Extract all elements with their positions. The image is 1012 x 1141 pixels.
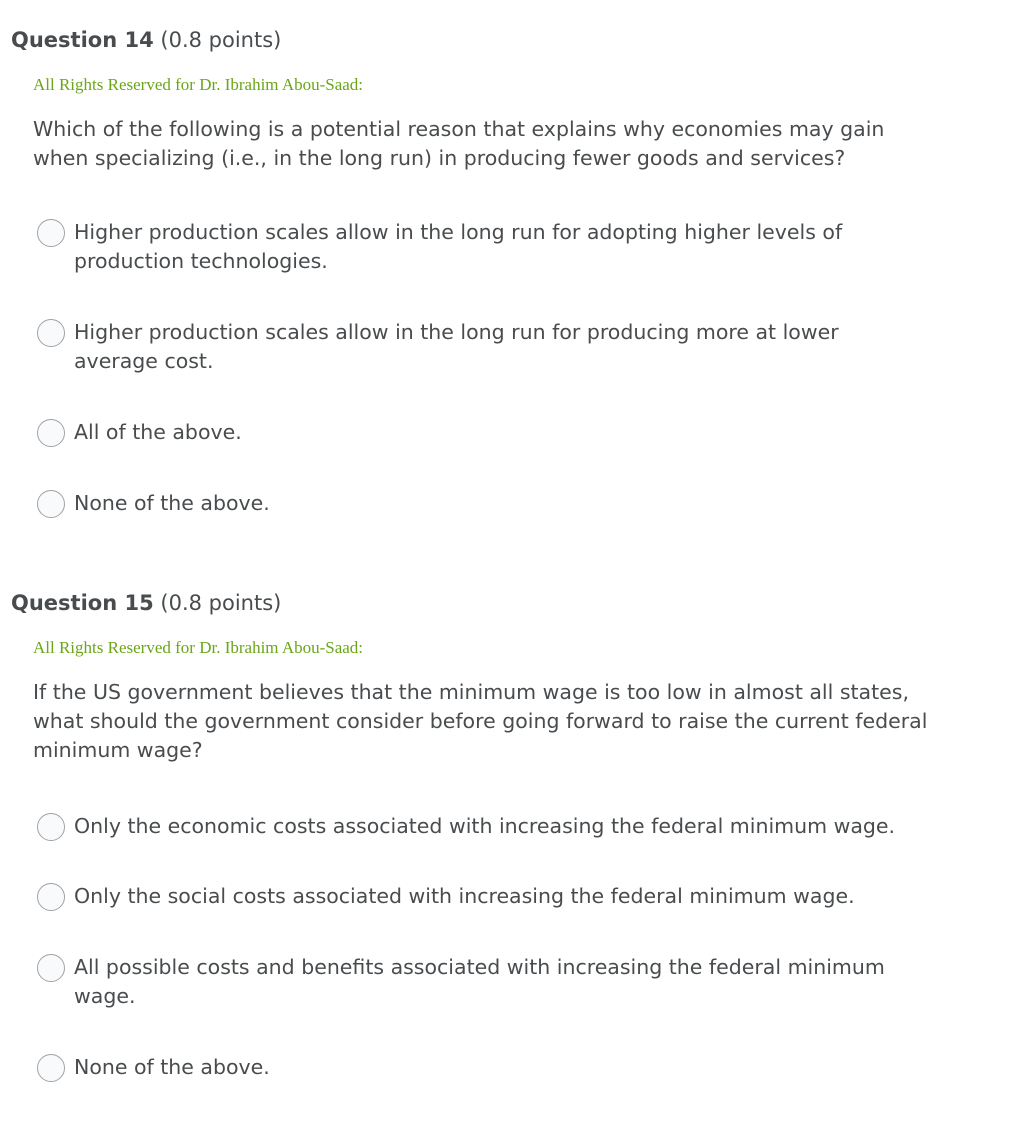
question-title: Question 14 [11, 28, 154, 52]
answer-option-label: None of the above. [74, 1055, 270, 1079]
radio-button[interactable] [37, 490, 65, 518]
radio-button[interactable] [37, 219, 65, 247]
radio-button[interactable] [37, 883, 65, 911]
question-header [11, 590, 281, 616]
question-header [11, 27, 281, 53]
rights-notice: All Rights Reserved for Dr. Ibrahim Abou-Saad: [33, 638, 364, 657]
radio-button[interactable] [37, 419, 65, 447]
radio-button[interactable] [37, 954, 65, 982]
question-text: If the US government believes that the minimum wage is too low in almost all states, what should the government consider before going forward to raise the current federal minimum wage? [33, 680, 928, 762]
answer-option-label: Higher production scales allow in the long run for adopting higher levels of production technologies. [74, 220, 843, 273]
radio-button[interactable] [37, 1054, 65, 1082]
answer-option-label: Only the social costs associated with increasing the federal minimum wage. [74, 884, 855, 908]
answer-option-label: All of the above. [74, 420, 242, 444]
rights-notice: All Rights Reserved for Dr. Ibrahim Abou-Saad: [33, 75, 364, 94]
answer-option-label: Only the economic costs associated with increasing the federal minimum wage. [74, 814, 896, 838]
answer-option-label: All possible costs and benefits associated with increasing the federal minimum wage. [74, 955, 885, 1008]
question-points: (0.8 points) [160, 591, 282, 615]
question-text: Which of the following is a potential reason that explains why economies may gain when specializing (i.e., in the long run) in producing fewer goods and services? [33, 117, 885, 170]
answer-option-label: None of the above. [74, 491, 270, 515]
radio-button[interactable] [37, 813, 65, 841]
answer-option-label: Higher production scales allow in the long run for producing more at lower average cost. [74, 320, 839, 373]
radio-button[interactable] [37, 319, 65, 347]
question-title: Question 15 [11, 591, 154, 615]
question-points: (0.8 points) [160, 28, 282, 52]
